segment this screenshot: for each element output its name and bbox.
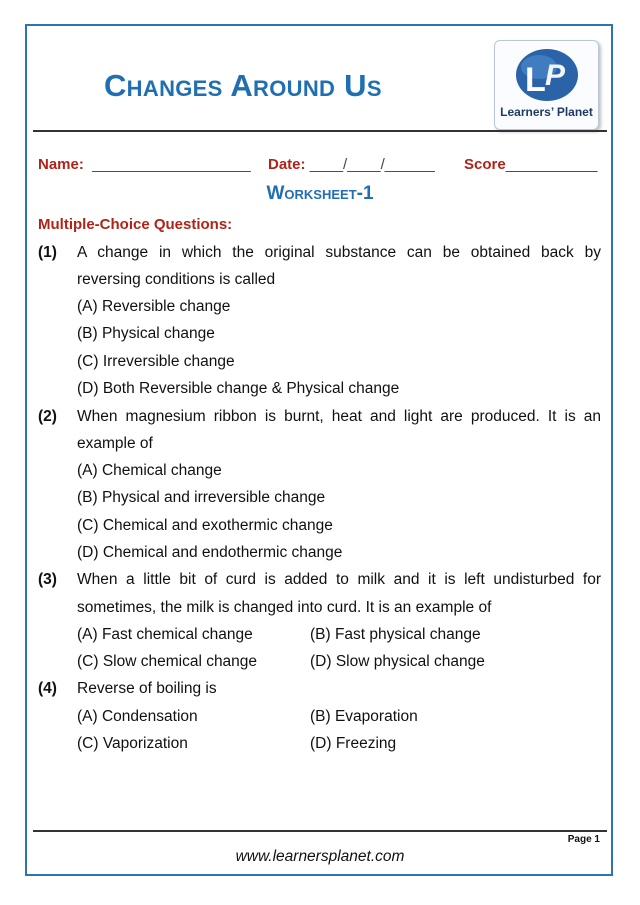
option-item: (B) Physical and irreversible change bbox=[77, 489, 326, 506]
score-label: Score bbox=[464, 156, 506, 173]
question-text: When magnesium ribbon is burnt, heat and light are produced. It is an bbox=[77, 408, 601, 425]
question-text: When a little bit of curd is added to milk and it is left undisturbed for bbox=[77, 571, 601, 588]
question-text: A change in which the original substance can be obtained back by bbox=[77, 244, 601, 261]
option-item: (D) Freezing bbox=[310, 735, 397, 752]
name-label: Name: bbox=[38, 156, 84, 173]
option-item: (B) Fast physical change bbox=[310, 626, 481, 643]
question-number: (3) bbox=[38, 571, 57, 588]
svg-text:L: L bbox=[525, 61, 546, 99]
date-label: Date: bbox=[268, 156, 306, 173]
name-field bbox=[38, 156, 251, 173]
question-text: example of bbox=[77, 435, 153, 452]
option-item: (B) Physical change bbox=[77, 325, 215, 342]
option-item: (C) Irreversible change bbox=[77, 353, 235, 370]
option-item: (C) Chemical and exothermic change bbox=[77, 517, 333, 534]
logo-name: Learners’ Planet bbox=[500, 105, 593, 119]
question-text: Reverse of boiling is bbox=[77, 680, 217, 697]
learners-planet-logo bbox=[494, 40, 599, 130]
footer-divider bbox=[33, 830, 607, 832]
worksheet-heading: Worksheet-1 bbox=[266, 183, 374, 204]
option-item: (C) Slow chemical change bbox=[77, 653, 258, 670]
question-number: (2) bbox=[38, 408, 57, 425]
question-text: sometimes, the milk is changed into curd. It is an example of bbox=[77, 599, 492, 616]
question-text: reversing conditions is called bbox=[77, 271, 276, 288]
option-item: (A) Reversible change bbox=[77, 298, 231, 315]
option-item: (A) Chemical change bbox=[77, 462, 222, 479]
option-item: (D) Chemical and endothermic change bbox=[77, 544, 343, 561]
option-item: (B) Evaporation bbox=[310, 708, 418, 725]
footer-url: www.learnersplanet.com bbox=[235, 848, 405, 865]
option-item: (D) Slow physical change bbox=[310, 653, 485, 670]
page-number: Page 1 bbox=[567, 834, 600, 845]
option-item: (A) Condensation bbox=[77, 708, 198, 725]
option-item: (A) Fast chemical change bbox=[77, 626, 253, 643]
date-blank: ____/____/______ bbox=[309, 156, 435, 173]
option-item: (D) Both Reversible change & Physical change bbox=[77, 380, 400, 397]
page-title: Changes Around Us bbox=[104, 68, 382, 103]
score-field bbox=[464, 156, 597, 173]
question-number: (1) bbox=[38, 244, 57, 261]
svg-text:P: P bbox=[545, 59, 566, 92]
question-number: (4) bbox=[38, 680, 57, 697]
score-blank: ___________ bbox=[505, 156, 598, 173]
section-heading: Multiple-Choice Questions: bbox=[38, 216, 233, 233]
header-divider bbox=[33, 130, 607, 132]
option-item: (C) Vaporization bbox=[77, 735, 188, 752]
name-blank: ___________________ bbox=[92, 156, 251, 173]
date-field bbox=[268, 156, 435, 173]
